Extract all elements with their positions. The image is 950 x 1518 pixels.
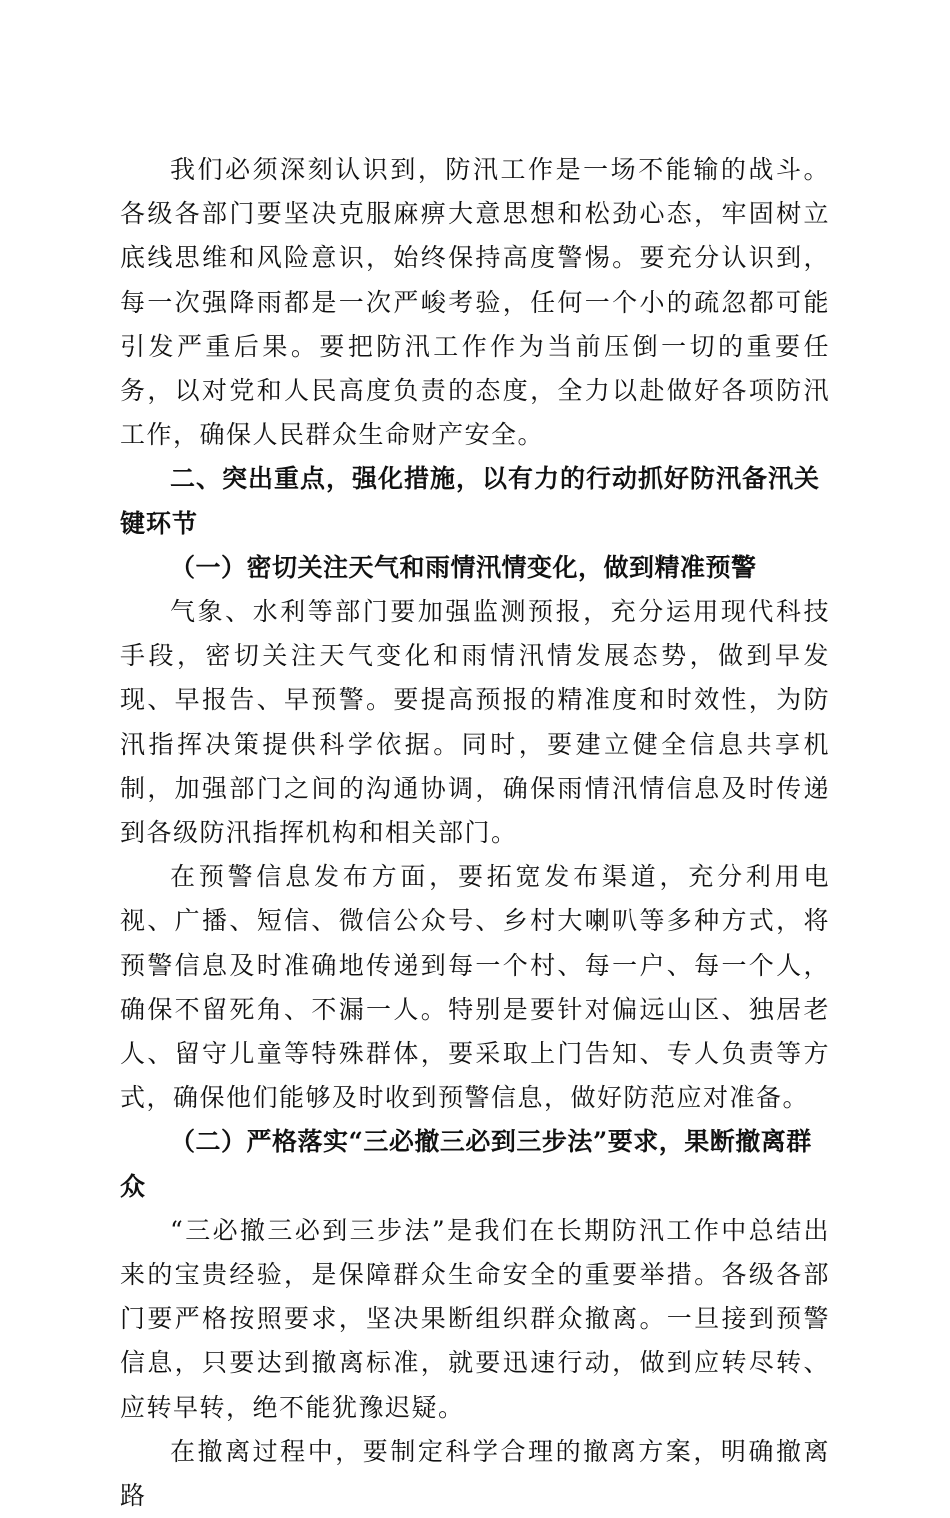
subsection-heading: （二）严格落实“三必撤三必到三步法”要求，果断撤离群众 <box>120 1127 812 1201</box>
body-paragraph: 气象、水利等部门要加强监测预报，充分运用现代科技手段，密切关注天气变化和雨情汛情发展态势，做到早发现、早报告、早预警。要提高预报的精准度和时效性，为防汛指挥决策提供科学依据。同时，要建立健全信息共享机制，加强部门之间的沟通协调，确保雨情汛情信息及时传递到各级防汛指挥机构和相关部门。 <box>120 597 830 848</box>
body-paragraph: “三必撤三必到三步法”是我们在长期防汛工作中总结出来的宝贵经验，是保障群众生命安全的重要举措。各级各部门要严格按照要求，坚决果断组织群众撤离。一旦接到预警信息，只要达到撤离标准，就要迅速行动，做到应转尽转、应转早转，绝不能犹豫迟疑。 <box>120 1215 830 1422</box>
subsection-heading: （一）密切关注天气和雨情汛情变化，做到精准预警 <box>170 552 757 582</box>
document-page <box>120 148 830 1518</box>
body-paragraph: 我们必须深刻认识到，防汛工作是一场不能输的战斗。各级各部门要坚决克服麻痹大意思想和松劲心态，牢固树立底线思维和风险意识，始终保持高度警惕。要充分认识到，每一次强降雨都是一次严峻考验，任何一个小的疏忽都可能引发严重后果。要把防汛工作作为当前压倒一切的重要任务，以对党和人民高度负责的态度，全力以赴做好各项防汛工作，确保人民群众生命财产安全。 <box>120 155 830 450</box>
body-paragraph: 在撤离过程中，要制定科学合理的撤离方案，明确撤离路 <box>120 1436 830 1511</box>
section-heading: 二、突出重点，强化措施，以有力的行动抓好防汛备汛关键环节 <box>120 464 821 538</box>
body-paragraph: 在预警信息发布方面，要拓宽发布渠道，充分利用电视、广播、短信、微信公众号、乡村大喇叭等多种方式，将预警信息及时准确地传递到每一个村、每一户、每一个人，确保不留死角、不漏一人。特别是要针对偏远山区、独居老人、留守儿童等特殊群体，要采取上门告知、专人负责等方式，确保他们能够及时收到预警信息，做好防范应对准备。 <box>120 862 830 1113</box>
